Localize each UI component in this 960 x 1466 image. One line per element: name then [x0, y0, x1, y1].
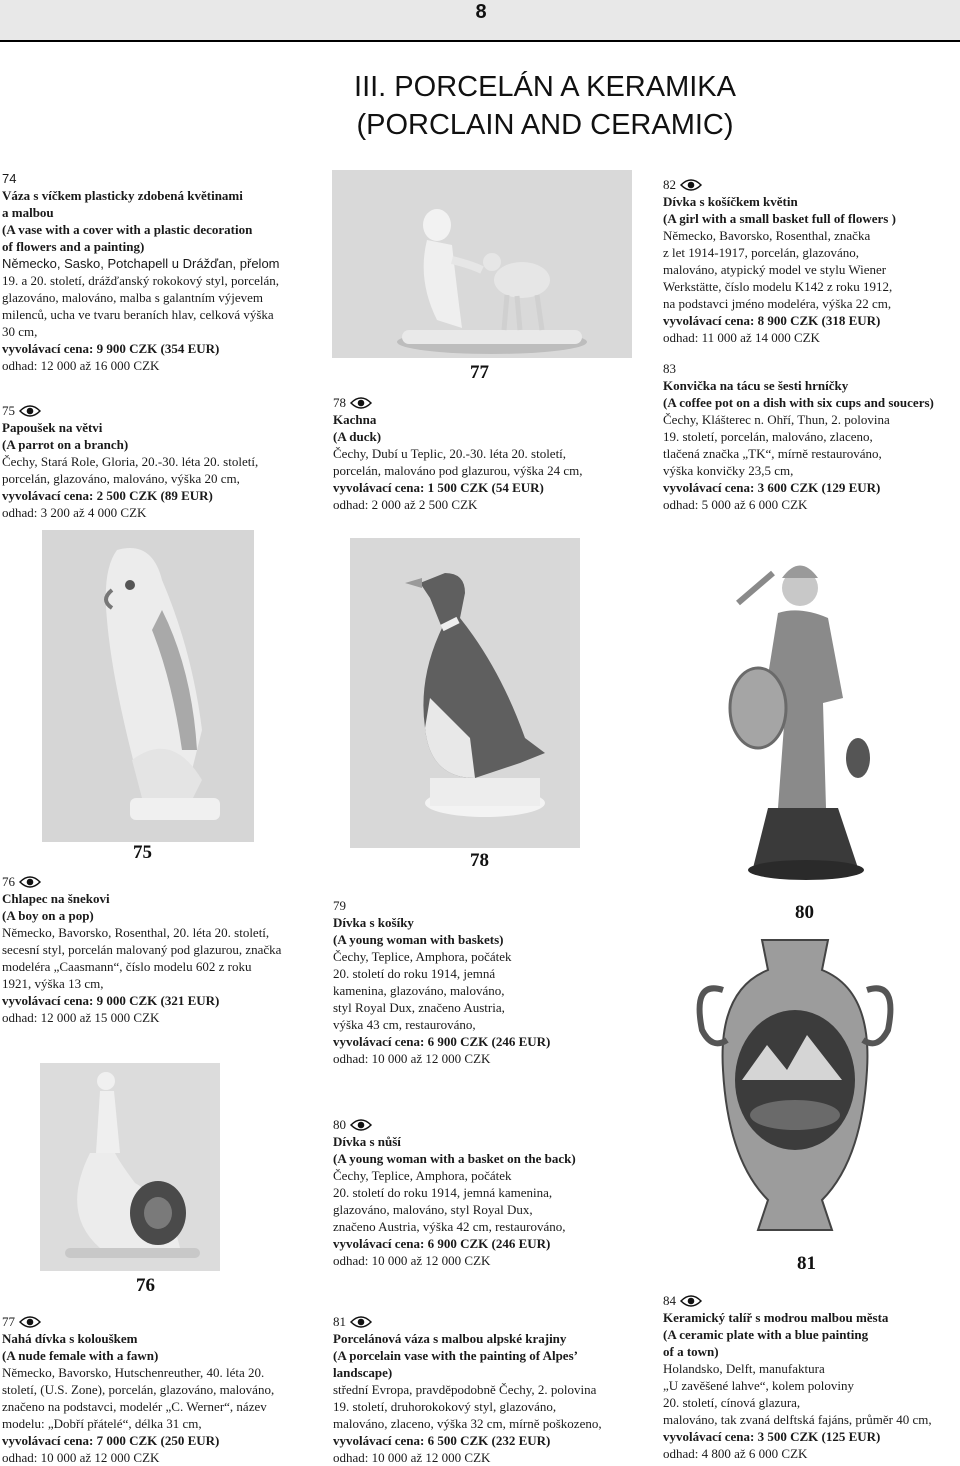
lot-estimate: odhad: 10 000 až 12 000 CZK — [333, 1450, 491, 1465]
photo-label: 75 — [133, 842, 152, 863]
lot-desc: 1921, výška 13 cm, — [2, 976, 104, 991]
lot-75 — [2, 402, 258, 521]
lot-desc: Čechy, Dubí u Teplic, 20.-30. léta 20. století, — [333, 446, 567, 461]
lot-number: 76 — [2, 874, 15, 889]
photo-lot-81 — [682, 930, 908, 1246]
lot-desc: Holandsko, Delft, manufaktura — [663, 1361, 825, 1376]
lot-desc: secesní styl, porcelán malovaný pod glazurou, značka — [2, 942, 282, 957]
lot-title-en: (A porcelain vase with the painting of Alpes’ — [333, 1348, 578, 1363]
lot-desc: 19. století, porcelán, malováno, zlaceno, — [663, 429, 873, 444]
vase-image — [682, 930, 908, 1246]
lot-desc: Čechy, Teplice, Amphora, počátek — [333, 1168, 512, 1183]
eye-icon — [19, 875, 41, 889]
lot-desc: styl Royal Dux, značeno Austria, — [333, 1000, 505, 1015]
lot-estimate: odhad: 11 000 až 14 000 CZK — [663, 330, 820, 345]
lot-desc: 30 cm, — [2, 324, 38, 339]
boy-on-snail-image — [40, 1063, 220, 1271]
lot-desc: glazováno, malováno, malba s galantním výjevem — [2, 290, 264, 305]
lot-price: vyvolávací cena: 8 900 CZK (318 EUR) — [663, 313, 881, 328]
lot-title: Konvička na tácu se šesti hrníčky — [663, 378, 849, 393]
lot-78 — [333, 394, 582, 513]
lot-83 — [663, 360, 934, 513]
lot-desc: střední Evropa, pravděpodobně Čechy, 2. polovina — [333, 1382, 597, 1397]
lot-desc: Německo, Bavorsko, Rosenthal, značka — [663, 228, 871, 243]
lot-desc: kamenina, glazováno, malováno, — [333, 983, 505, 998]
lot-title-en: (A ceramic plate with a blue painting — [663, 1327, 869, 1342]
lot-title-en: (A duck) — [333, 429, 382, 444]
lot-title: a malbou — [2, 205, 54, 220]
eye-icon — [680, 1294, 702, 1308]
lot-title: Dívka s košíky — [333, 915, 414, 930]
lot-desc: Werkstätte, číslo modelu K142 z roku 1912, — [663, 279, 893, 294]
lot-77 — [2, 1313, 274, 1466]
lot-estimate: odhad: 12 000 až 15 000 CZK — [2, 1010, 160, 1025]
lot-desc: výška 43 cm, restaurováno, — [333, 1017, 476, 1032]
eye-icon — [350, 396, 372, 410]
lot-desc: glazováno, malováno, styl Royal Dux, — [333, 1202, 533, 1217]
lot-84 — [663, 1292, 932, 1462]
lot-estimate: odhad: 2 000 až 2 500 CZK — [333, 497, 478, 512]
duck-figurine-image — [350, 538, 580, 848]
lot-desc: malováno, tak zvaná delftská fajáns, průměr 40 cm, — [663, 1412, 932, 1427]
lot-74 — [2, 170, 280, 374]
lot-estimate: odhad: 10 000 až 12 000 CZK — [2, 1450, 160, 1465]
figurine-girl-fawn-image — [332, 170, 632, 358]
lot-number: 82 — [663, 177, 676, 192]
lot-desc: 20. století do roku 1914, jemná — [333, 966, 496, 981]
section-subtitle: (PORCLAIN AND CERAMIC) — [356, 109, 734, 141]
lot-desc: milenců, ucha ve tvaru beraních hlav, celková výška — [2, 307, 274, 322]
lot-title: Papoušek na větvi — [2, 420, 103, 435]
lot-number: 80 — [333, 1117, 346, 1132]
lot-price: vyvolávací cena: 6 900 CZK (246 EUR) — [333, 1236, 551, 1251]
lot-title-en: (A girl with a small basket full of flowers ) — [663, 211, 896, 226]
photo-label: 81 — [797, 1253, 816, 1274]
lot-number: 83 — [663, 361, 676, 376]
lot-title-en: (A young woman with a basket on the back) — [333, 1151, 576, 1166]
lot-number: 81 — [333, 1314, 346, 1329]
lot-title-en: landscape) — [333, 1365, 393, 1380]
lot-title-en: of flowers and a painting) — [2, 239, 145, 254]
parrot-figurine-image — [42, 530, 254, 842]
eye-icon — [19, 1315, 41, 1329]
lot-estimate: odhad: 4 800 až 6 000 CZK — [663, 1446, 808, 1461]
lot-desc: Německo, Bavorsko, Hutschenreuther, 40. léta 20. — [2, 1365, 265, 1380]
lot-title: Chlapec na šnekovi — [2, 891, 110, 906]
lot-title-en: (A nude female with a fawn) — [2, 1348, 159, 1363]
lot-number: 74 — [2, 171, 17, 186]
lot-price: vyvolávací cena: 6 900 CZK (246 EUR) — [333, 1034, 551, 1049]
lot-desc: Čechy, Teplice, Amphora, počátek — [333, 949, 512, 964]
lot-desc: tlačená značka „TK“, mírně restaurováno, — [663, 446, 882, 461]
lot-desc: 20. století, cínová glazura, — [663, 1395, 801, 1410]
lot-81 — [333, 1313, 602, 1466]
lot-title-en: (A parrot on a branch) — [2, 437, 129, 452]
lot-desc: Čechy, Klášterec n. Ohří, Thun, 2. polovina — [663, 412, 890, 427]
lot-desc: „U zavěšené lahve“, kolem poloviny — [663, 1378, 854, 1393]
lot-82 — [663, 176, 896, 346]
lot-desc: malováno, atypický model ve stylu Wiener — [663, 262, 887, 277]
lot-desc: porcelán, malováno pod glazurou, výška 24 cm, — [333, 463, 583, 478]
lot-80 — [333, 1116, 576, 1269]
lot-desc: značeno Austria, výška 42 cm, restaurováno, — [333, 1219, 566, 1234]
lot-desc: z let 1914-1917, porcelán, glazováno, — [663, 245, 860, 260]
lot-desc: 19. století, druhorokokový styl, glazováno, — [333, 1399, 557, 1414]
lot-title: Porcelánová váza s malbou alpské krajiny — [333, 1331, 567, 1346]
lot-number: 78 — [333, 395, 346, 410]
lot-price: vyvolávací cena: 7 000 CZK (250 EUR) — [2, 1433, 220, 1448]
eye-icon — [680, 178, 702, 192]
lot-estimate: odhad: 5 000 až 6 000 CZK — [663, 497, 808, 512]
lot-title: Váza s víčkem plasticky zdobená květinami — [2, 188, 243, 203]
lot-desc: Německo, Bavorsko, Rosenthal, 20. léta 20. století, — [2, 925, 270, 940]
lot-79 — [333, 897, 550, 1067]
lot-price: vyvolávací cena: 9 900 CZK (354 EUR) — [2, 341, 220, 356]
header-rule — [0, 40, 960, 42]
lot-title-en: (A young woman with baskets) — [333, 932, 504, 947]
lot-number: 79 — [333, 898, 346, 913]
lot-title: Dívka s nůší — [333, 1134, 401, 1149]
photo-lot-80 — [718, 548, 908, 904]
lot-title: Dívka s košíčkem květin — [663, 194, 798, 209]
lot-desc: značeno na podstavci, modelér „C. Werner“, název — [2, 1399, 267, 1414]
lot-price: vyvolávací cena: 3 600 CZK (129 EUR) — [663, 480, 881, 495]
lot-estimate: odhad: 12 000 až 16 000 CZK — [2, 358, 160, 373]
lot-desc: na podstavci jméno modeléra, výška 22 cm, — [663, 296, 892, 311]
photo-label: 78 — [470, 850, 489, 871]
lot-price: vyvolávací cena: 1 500 CZK (54 EUR) — [333, 480, 544, 495]
lot-title-en: (A boy on a pop) — [2, 908, 94, 923]
photo-lot-76 — [40, 1063, 220, 1271]
lot-title: Kachna — [333, 412, 377, 427]
lot-number: 84 — [663, 1293, 676, 1308]
girl-figurine-image — [718, 548, 908, 904]
lot-desc: modeléra „Caasmann“, číslo modelu 602 z roku — [2, 959, 252, 974]
lot-desc: modelu: „Dobří přátelé“, délka 31 cm, — [2, 1416, 202, 1431]
lot-title-en: (A vase with a cover with a plastic decoration — [2, 222, 253, 237]
eye-icon — [350, 1315, 372, 1329]
photo-lot-78 — [350, 538, 580, 848]
lot-title-en: (A coffee pot on a dish with six cups and soucers) — [663, 395, 934, 410]
lot-title: Keramický talíř s modrou malbou města — [663, 1310, 889, 1325]
lot-number: 77 — [2, 1314, 15, 1329]
lot-desc: 19. a 20. století, drážďanský rokokový styl, porcelán, — [2, 273, 280, 288]
lot-desc: porcelán, glazováno, malováno, výška 20 cm, — [2, 471, 240, 486]
lot-desc: 20. století do roku 1914, jemná kamenina, — [333, 1185, 553, 1200]
lot-number: 75 — [2, 403, 15, 418]
lot-desc: výška konvičky 23,5 cm, — [663, 463, 794, 478]
lot-76 — [2, 873, 281, 1026]
photo-label: 80 — [795, 902, 814, 923]
eye-icon — [19, 404, 41, 418]
lot-price: vyvolávací cena: 2 500 CZK (89 EUR) — [2, 488, 213, 503]
lot-desc: Čechy, Stará Role, Gloria, 20.-30. léta 20. století, — [2, 454, 259, 469]
lot-desc: Německo, Sasko, Potchapell u Drážďan, přelom — [2, 256, 280, 271]
lot-estimate: odhad: 10 000 až 12 000 CZK — [333, 1253, 491, 1268]
lot-price: vyvolávací cena: 9 000 CZK (321 EUR) — [2, 993, 220, 1008]
eye-icon — [350, 1118, 372, 1132]
lot-title-en: of a town) — [663, 1344, 719, 1359]
page-number: 8 — [475, 1, 487, 23]
lot-estimate: odhad: 10 000 až 12 000 CZK — [333, 1051, 491, 1066]
lot-price: vyvolávací cena: 3 500 CZK (125 EUR) — [663, 1429, 881, 1444]
photo-lot-75 — [42, 530, 254, 842]
lot-desc: malováno, zlaceno, výška 32 cm, mírně poškozeno, — [333, 1416, 602, 1431]
lot-desc: století, (U.S. Zone), porcelán, glazováno, malováno, — [2, 1382, 275, 1397]
lot-estimate: odhad: 3 200 až 4 000 CZK — [2, 505, 147, 520]
photo-label: 77 — [470, 362, 489, 383]
lot-title: Nahá dívka s kolouškem — [2, 1331, 138, 1346]
section-title: III. PORCELÁN A KERAMIKA — [354, 71, 736, 103]
lot-price: vyvolávací cena: 6 500 CZK (232 EUR) — [333, 1433, 551, 1448]
photo-label: 76 — [136, 1275, 155, 1296]
photo-lot-77 — [332, 170, 632, 358]
